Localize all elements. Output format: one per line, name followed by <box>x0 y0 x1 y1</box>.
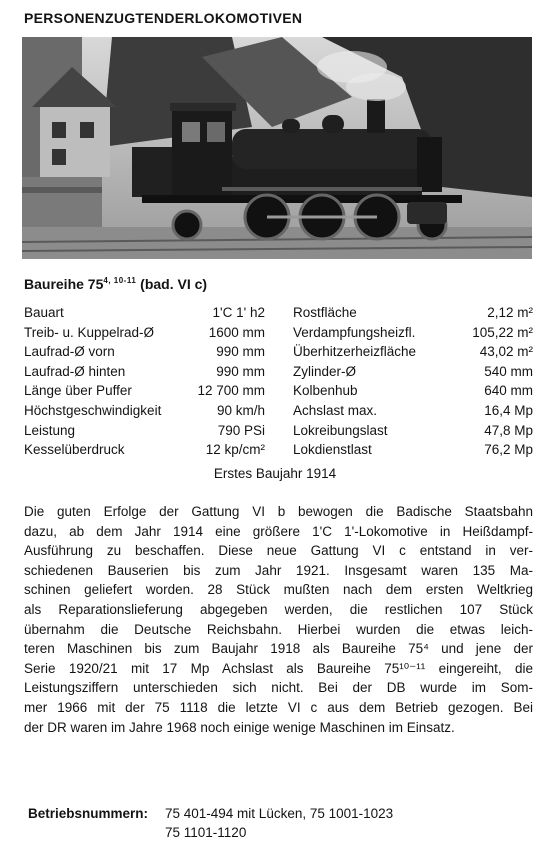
spec-label: Rostfläche <box>293 305 357 320</box>
spec-label: Kesselüberdruck <box>24 442 125 458</box>
body-line: mer 1966 mit der 75 1118 die letzte VI c aus dem Betrieb gezogen. Bei <box>24 699 533 715</box>
body-line: als Reparationslieferung abgegeben werden, die restlichen 107 Stück <box>24 601 533 617</box>
spec-row <box>293 401 533 421</box>
spec-label: Leistung <box>24 422 76 438</box>
spec-label: Treib- u. Kuppelrad-Ø <box>24 324 155 340</box>
spec-row <box>24 401 265 421</box>
spec-value: 1600 mm <box>208 324 265 340</box>
spec-value: 47,8 Mp <box>484 422 533 438</box>
spec-label: Bauart <box>24 305 64 320</box>
body-line: übernahm die Deutsche Reichsbahn. Hierbei wurden die etwas leich- <box>24 621 533 637</box>
spec-label: Höchstgeschwindigkeit <box>24 402 162 418</box>
body-line: Die guten Erfolge der Gattung VI b bewogen die Badische Staatsbahn <box>24 504 533 519</box>
spec-value: 43,02 m² <box>479 344 533 360</box>
spec-value: 12 700 mm <box>197 383 265 399</box>
spec-value: 540 mm <box>484 363 533 379</box>
page-heading: PERSONENZUGTENDERLOKOMOTIVEN <box>24 10 303 26</box>
spec-value: 1'C 1' h2 <box>212 305 265 320</box>
spec-label: Länge über Puffer <box>24 383 132 399</box>
body-line: Leistungsziffern unterschieden sich nicht. Bei der DB wurde im Som- <box>24 680 533 696</box>
spec-label: Kolbenhub <box>293 383 358 399</box>
spec-label: Laufrad-Ø hinten <box>24 363 126 379</box>
operating-numbers-line1: 75 401-494 mit Lücken, 75 1001-1023 <box>165 806 394 821</box>
body-line: dazu, ab dem Jahr 1914 eine größere 1'C 1'-Lokomotive in Heißdampf- <box>24 523 533 539</box>
spec-label: Lokdienstlast <box>293 442 372 458</box>
spec-value: 76,2 Mp <box>484 442 533 458</box>
spec-row <box>293 323 533 343</box>
spec-value: 640 mm <box>484 383 533 399</box>
spec-label: Lokreibungslast <box>293 422 388 438</box>
body-line: teren Maschinen bis zum Baujahr 1918 als Baureihe 75⁴ und jene der <box>24 641 533 657</box>
spec-value: 16,4 Mp <box>484 402 533 418</box>
specs-right <box>293 303 533 460</box>
operating-numbers-line2: 75 1101-1120 <box>165 825 247 840</box>
spec-value: 790 PSi <box>217 422 265 438</box>
spec-value: 90 km/h <box>216 402 265 418</box>
body-line: Serie 1920/21 mit 17 Mp Achslast als Baureihe 75¹⁰⁻¹¹ eingereiht, die <box>24 660 533 676</box>
spec-value: 990 mm <box>216 344 265 360</box>
spec-label: Verdampfungsheizfl. <box>293 324 416 340</box>
body-line: Ausführung zu beschaffen. Diese neue Gattung VI c entstand in ver- <box>24 543 533 559</box>
spec-label: Überhitzerheizfläche <box>293 344 417 360</box>
spec-value: 12 kp/cm² <box>205 442 265 458</box>
body-line: der DR waren im Jahre 1968 noch einige wenige Maschinen im Einsatz. <box>24 719 455 735</box>
spec-value: 105,22 m² <box>472 324 533 340</box>
spec-row <box>24 362 265 382</box>
spec-label: Zylinder-Ø <box>293 363 357 379</box>
spec-row <box>293 440 533 460</box>
spec-row <box>24 421 265 441</box>
spec-row <box>24 303 265 323</box>
body-paragraph <box>24 502 533 737</box>
spec-label: Achslast max. <box>293 402 378 418</box>
locomotive-photo <box>22 37 532 259</box>
spec-value: 990 mm <box>216 363 265 379</box>
spec-row <box>24 381 265 401</box>
spec-row <box>24 440 265 460</box>
specs-left <box>24 303 265 460</box>
spec-row <box>293 362 533 382</box>
spec-row <box>24 323 265 343</box>
spec-row <box>24 342 265 362</box>
spec-value: 2,12 m² <box>487 305 533 320</box>
operating-numbers-label: Betriebsnummern: <box>28 806 149 821</box>
body-line: schiedenen Bauserien bis zum Jahr 1921. Insgesamt waren 135 Ma- <box>24 562 533 578</box>
spec-row <box>293 303 533 323</box>
first-year: Erstes Baujahr 1914 <box>213 466 337 481</box>
spec-row <box>293 381 533 401</box>
spec-row <box>293 342 533 362</box>
spec-label: Laufrad-Ø vorn <box>24 344 115 360</box>
series-title: Baureihe 75$^{4, 10-11}$ (bad. VI c) <box>24 276 208 292</box>
spec-row <box>293 421 533 441</box>
body-line: schinen geliefert worden. 28 Stück mußten nach dem ersten Weltkrieg <box>24 582 533 598</box>
